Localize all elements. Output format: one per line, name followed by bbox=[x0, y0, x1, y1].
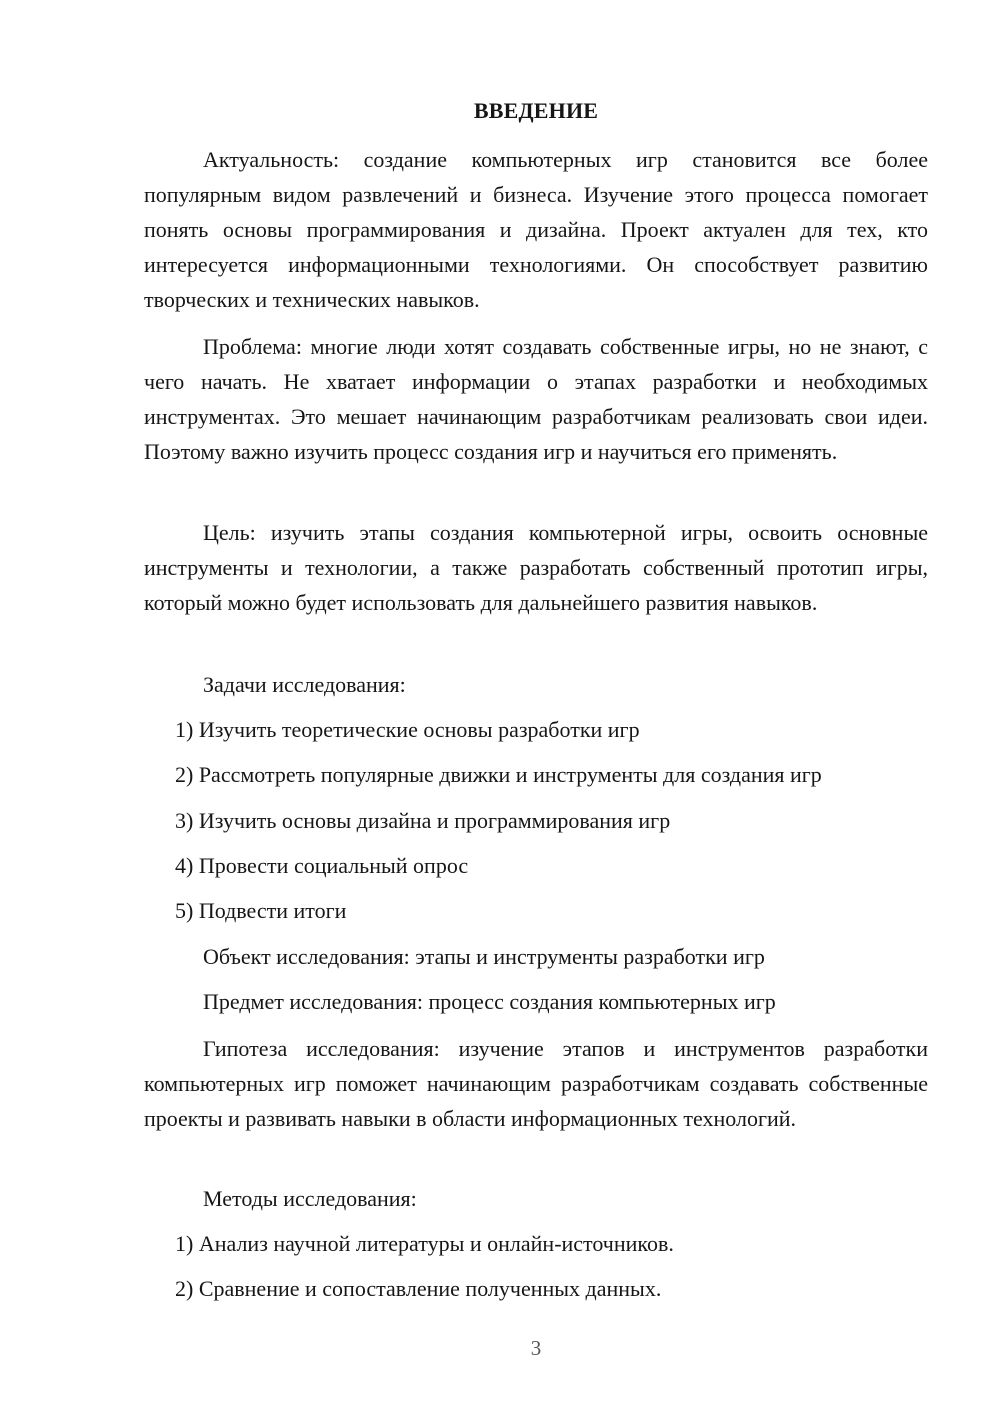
task-item-5: 5) Подвести итоги bbox=[175, 898, 347, 923]
task-item-4: 4) Провести социальный опрос bbox=[175, 853, 469, 878]
paragraph-relevance: Актуальность: создание компьютерных игр становится все более популярным видом развлечений и бизнеса. Изучение этого процесса помогает понять основы программирования и дизайна. Проект актуален для тех, кто интересуется информационными технологиями. Он способствует развитию творческих и технических навыков. bbox=[144, 147, 928, 312]
page-title: ВВЕДЕНИЕ bbox=[473, 98, 599, 123]
research-object: Объект исследования: этапы и инструменты разработки игр bbox=[203, 944, 765, 969]
paragraph-goal: Цель: изучить этапы создания компьютерной игры, освоить основные инструменты и технологии, а также разработать собственный прототип игры, который можно будет использовать для дальнейшего развития навыков. bbox=[144, 520, 928, 615]
method-item-2: 2) Сравнение и сопоставление полученных данных. bbox=[175, 1276, 662, 1301]
paragraph-hypothesis: Гипотеза исследования: изучение этапов и инструментов разработки компьютерных игр поможет начинающим разработчикам создавать собственные проекты и развивать навыки в области информационных технологий. bbox=[144, 1036, 928, 1131]
task-item-3: 3) Изучить основы дизайна и программирования игр bbox=[175, 808, 671, 833]
tasks-heading: Задачи исследования: bbox=[203, 672, 406, 697]
page-number: 3 bbox=[530, 1336, 542, 1360]
task-item-2: 2) Рассмотреть популярные движки и инструменты для создания игр bbox=[175, 762, 822, 787]
paragraph-problem: Проблема: многие люди хотят создавать собственные игры, но не знают, с чего начать. Не хватает информации о этапах разработки и необходимых инструментах. Это мешает начинающим разработчикам реализовать свои идеи. Поэтому важно изучить процесс создания игр и научиться его применять. bbox=[144, 334, 928, 464]
methods-heading: Методы исследования: bbox=[203, 1186, 417, 1211]
method-item-1: 1) Анализ научной литературы и онлайн-источников. bbox=[175, 1231, 674, 1256]
research-subject: Предмет исследования: процесс создания компьютерных игр bbox=[203, 989, 776, 1014]
task-item-1: 1) Изучить теоретические основы разработки игр bbox=[175, 717, 640, 742]
